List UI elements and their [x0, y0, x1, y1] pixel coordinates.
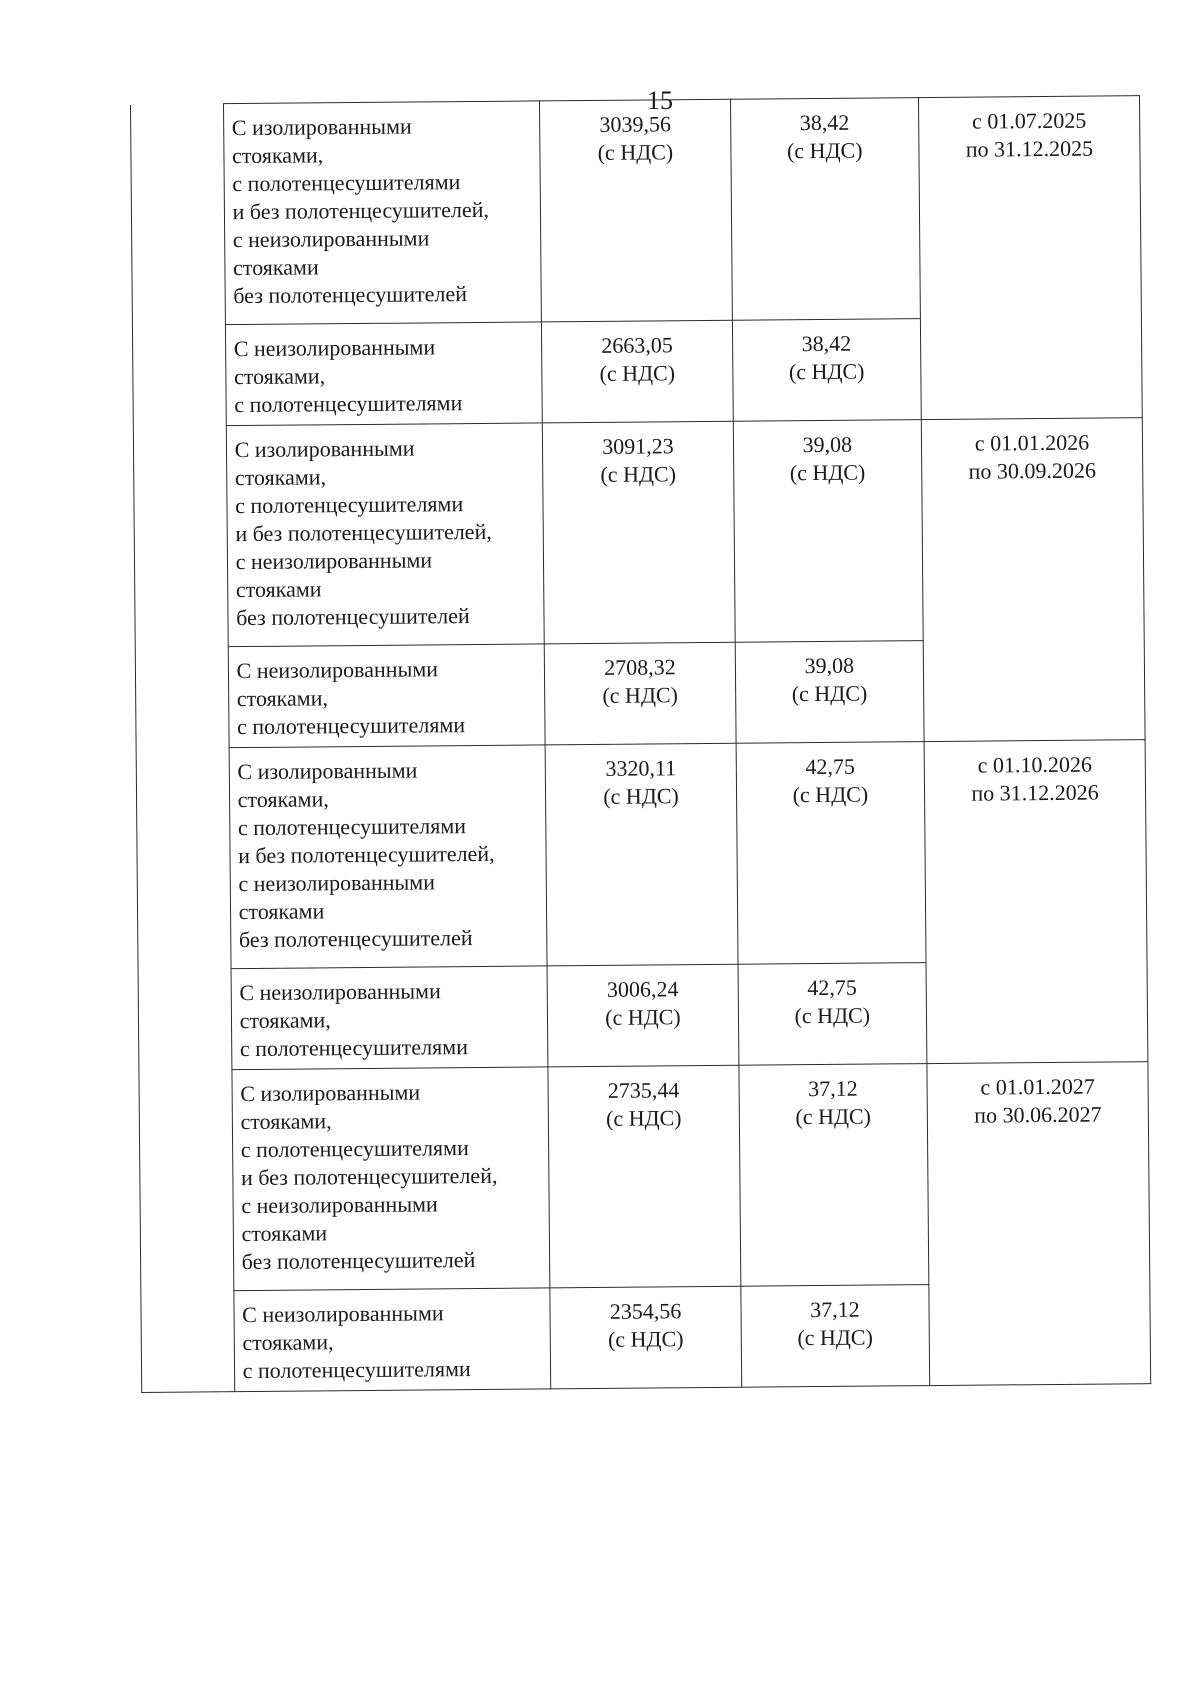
description-line: С неизолированными [236, 656, 439, 684]
price-vat-note: (с НДС) [599, 360, 676, 386]
price-value: 3320,11 [605, 755, 677, 781]
fee-cell [730, 98, 920, 321]
description-line: без полотенцесушителей [238, 925, 473, 953]
description-line: стояками, [234, 464, 327, 491]
fee-cell [741, 1285, 930, 1388]
fee-vat-note: (с НДС) [795, 1103, 872, 1130]
fee-cell [733, 420, 923, 643]
fee-cell [732, 319, 921, 422]
price-value: 2663,05 [601, 332, 673, 358]
fee-value: 37,12 [808, 1075, 858, 1102]
fee-cell [738, 963, 927, 1066]
description-line: с полотенцесушителями [236, 712, 466, 740]
description-line: с полотенцесушителями [234, 390, 463, 418]
description-line: С неизолированными [233, 334, 436, 362]
description-line: стояками, [240, 1108, 332, 1135]
fee-vat-note: (с НДС) [786, 137, 863, 164]
description-line: стояками, [237, 786, 329, 813]
tariff-table-sheet [130, 95, 1151, 1393]
description-line: с неизолированными [232, 225, 430, 253]
table-row [131, 96, 1142, 326]
price-cell [543, 421, 735, 644]
price-value: 2735,44 [607, 1077, 680, 1103]
validity-period [924, 740, 1148, 1064]
description-line: С неизолированными [242, 1300, 444, 1328]
description-line: без полотенцесушителей [241, 1247, 476, 1275]
fee-value: 38,42 [801, 330, 852, 357]
price-cell [547, 964, 738, 1067]
period-to: по 30.06.2027 [974, 1101, 1102, 1128]
row-description [231, 966, 549, 1070]
price-vat-note: (с НДС) [602, 682, 679, 708]
price-cell [540, 99, 732, 322]
price-value: 3091,23 [602, 433, 674, 459]
description-line: стояками [235, 576, 322, 603]
fee-cell [735, 641, 924, 744]
fee-value: 38,42 [799, 109, 850, 136]
description-line: с полотенцесушителями [237, 813, 467, 841]
fee-value: 42,75 [807, 974, 857, 1001]
period-from: с 01.07.2025 [971, 107, 1087, 134]
price-value: 3006,24 [606, 976, 679, 1002]
fee-vat-note: (с НДС) [791, 680, 868, 707]
price-vat-note: (с НДС) [600, 461, 677, 487]
description-line: без полотенцесушителей [233, 281, 468, 309]
price-cell [548, 1065, 740, 1288]
description-line: стояками, [231, 142, 324, 169]
description-line: без полотенцесушителей [236, 603, 470, 631]
row-description [232, 1067, 551, 1291]
description-line: стояками [241, 1220, 328, 1247]
description-line: с полотенцесушителями [242, 1356, 471, 1384]
fee-vat-note: (с НДС) [788, 358, 865, 385]
price-vat-note: (с НДС) [597, 139, 674, 165]
fee-vat-note: (с НДС) [794, 1002, 871, 1029]
table-row [133, 418, 1144, 648]
fee-vat-note: (с НДС) [792, 781, 869, 808]
description-line: и без полотенцесушителей, [238, 840, 495, 869]
description-line: стояками [232, 254, 319, 281]
price-value: 2354,56 [609, 1298, 682, 1324]
tariff-table [130, 95, 1151, 1393]
period-to: по 30.09.2026 [968, 457, 1096, 484]
price-vat-note: (с НДС) [605, 1004, 681, 1030]
description-line: стояками, [239, 1007, 331, 1034]
description-line: стояками, [233, 363, 326, 390]
period-from: с 01.10.2026 [977, 751, 1093, 778]
fee-value: 39,08 [802, 431, 853, 458]
row-description [229, 745, 548, 969]
fee-value: 39,08 [804, 652, 855, 679]
price-cell [550, 1286, 741, 1389]
price-vat-note: (с НДС) [603, 783, 679, 809]
period-to: по 31.12.2025 [965, 135, 1094, 162]
description-line: с неизолированными [238, 869, 436, 897]
row-description [233, 1288, 551, 1392]
price-value: 3039,56 [599, 111, 672, 137]
row-description [223, 101, 542, 325]
description-line: С изолированными [240, 1079, 421, 1107]
description-line: стояками, [242, 1329, 334, 1356]
validity-period [921, 418, 1145, 742]
price-vat-note: (с НДС) [605, 1105, 682, 1131]
table-row [136, 740, 1147, 970]
validity-period [927, 1062, 1151, 1386]
description-line: и без полотенцесушителей, [235, 518, 492, 547]
description-line: С изолированными [234, 435, 415, 463]
fee-vat-note: (с НДС) [789, 459, 866, 486]
description-line: с неизолированными [235, 547, 433, 575]
description-line: с неизолированными [241, 1191, 438, 1219]
table-row [139, 1062, 1150, 1292]
price-cell [542, 320, 733, 423]
price-value: 2708,32 [604, 654, 676, 680]
price-cell [545, 743, 737, 966]
description-line: с полотенцесушителями [240, 1135, 469, 1163]
row-description [226, 423, 545, 647]
description-line: с полотенцесушителями [235, 491, 464, 519]
fee-value: 42,75 [805, 753, 856, 780]
description-line: с полотенцесушителями [232, 169, 461, 197]
period-from: с 01.01.2026 [974, 429, 1090, 456]
row-description [225, 322, 543, 426]
description-line: стояками [238, 898, 325, 925]
description-line: стояками, [236, 685, 329, 712]
description-line: С изолированными [231, 113, 412, 141]
price-cell [545, 642, 736, 745]
page-number: 15 [647, 86, 673, 115]
period-from: с 01.01.2027 [980, 1073, 1095, 1100]
price-vat-note: (с НДС) [607, 1326, 684, 1352]
empty-first-column [131, 104, 235, 1393]
fee-cell [736, 742, 926, 965]
description-line: С неизолированными [239, 978, 441, 1006]
fee-value: 37,12 [810, 1296, 860, 1323]
description-line: с полотенцесушителями [239, 1034, 469, 1062]
period-to: по 31.12.2026 [971, 779, 1099, 806]
row-description [228, 644, 546, 748]
description-line: и без полотенцесушителей, [232, 196, 490, 225]
validity-period [919, 96, 1143, 420]
fee-vat-note: (с НДС) [797, 1324, 873, 1351]
description-line: и без полотенцесушителей, [240, 1162, 498, 1191]
description-line: С изолированными [237, 757, 418, 785]
fee-cell [739, 1064, 929, 1287]
